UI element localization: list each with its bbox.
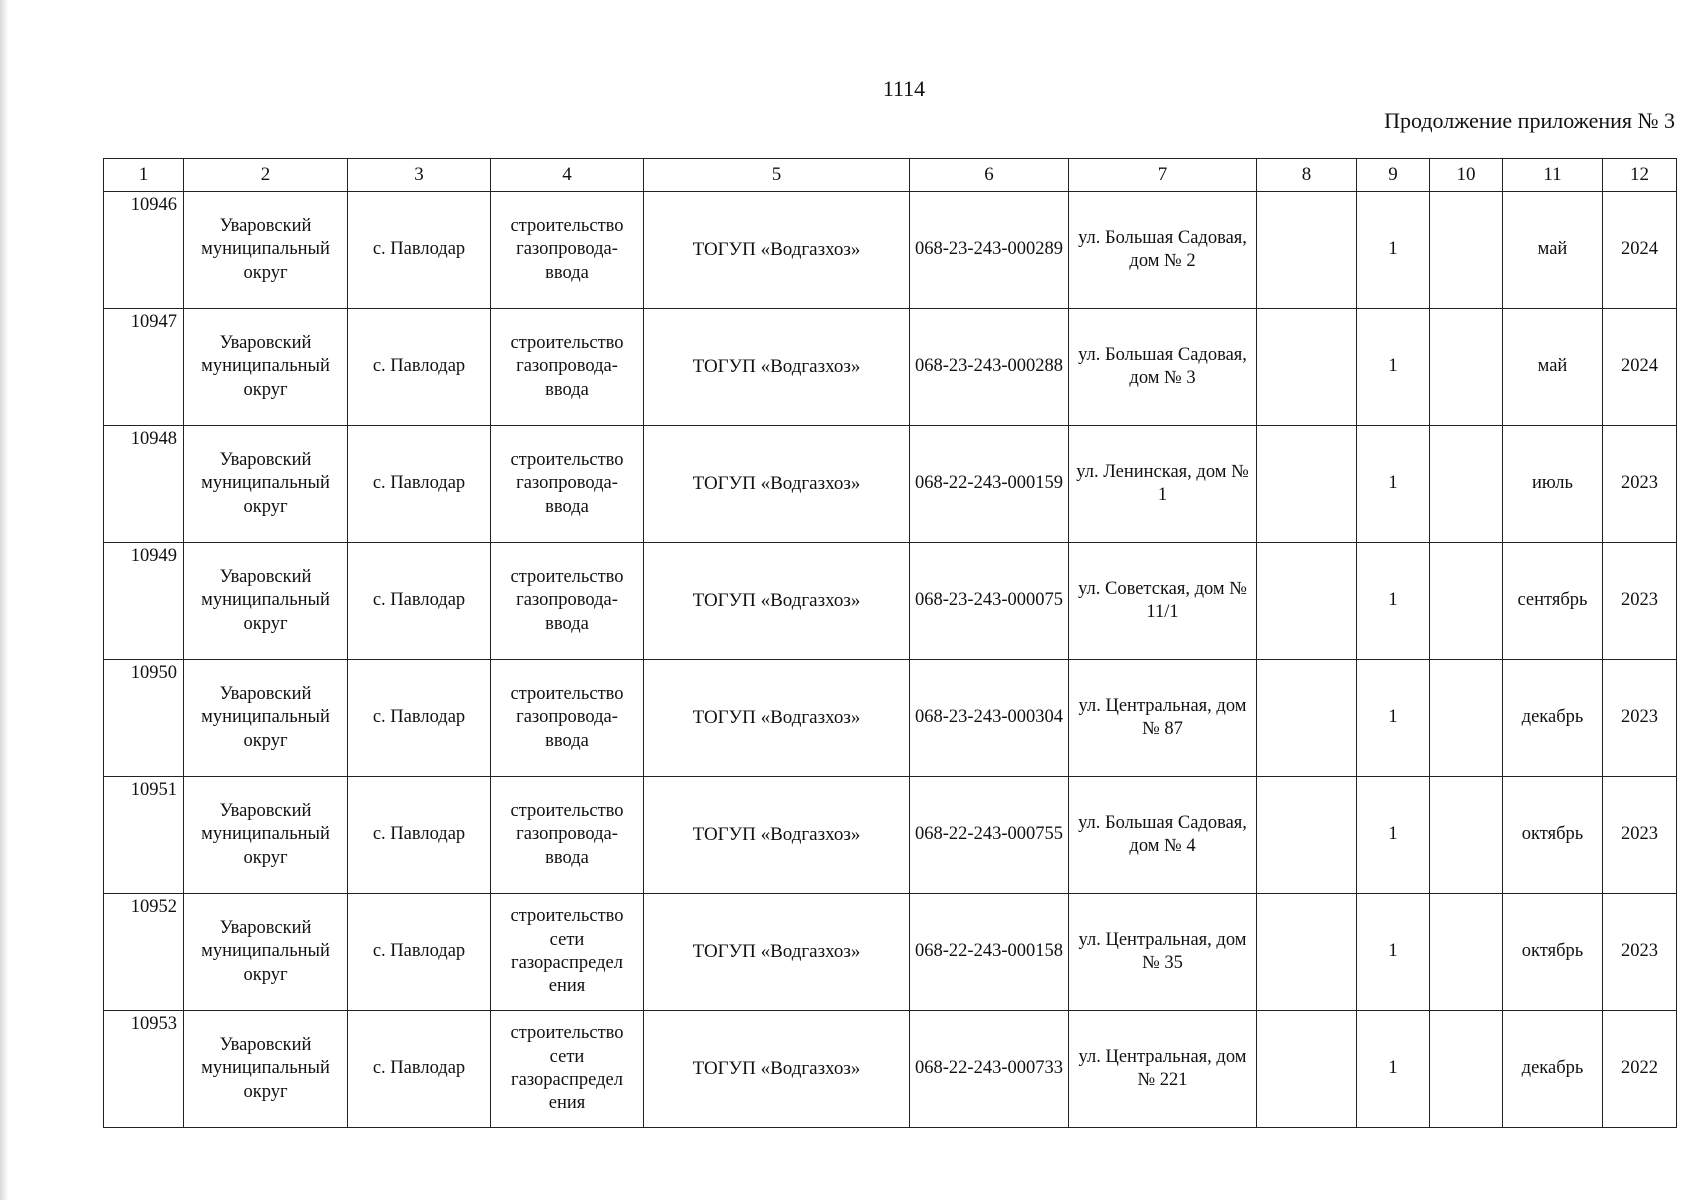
year-cell: 2022 — [1603, 1011, 1677, 1128]
work-type-cell: строительство газопровода-ввода — [491, 309, 644, 426]
column-header-1: 1 — [104, 159, 184, 192]
table-row — [104, 660, 1677, 777]
row-number: 10949 — [104, 543, 184, 660]
column-header-6: 6 — [910, 159, 1069, 192]
column-8-cell — [1257, 894, 1357, 1011]
registry-code-cell: 068-22-243-000158 — [910, 894, 1069, 1011]
quantity-cell: 1 — [1357, 543, 1430, 660]
column-10-cell — [1430, 660, 1503, 777]
column-header-3: 3 — [348, 159, 491, 192]
municipality-cell: Уваровский муниципальный округ — [184, 543, 348, 660]
work-type-cell: строительство сети газораспредел ения — [491, 894, 644, 1011]
address-cell: ул. Центральная, дом № 221 — [1069, 1011, 1257, 1128]
table-row — [104, 192, 1677, 309]
municipality-cell: Уваровский муниципальный округ — [184, 660, 348, 777]
year-cell: 2023 — [1603, 543, 1677, 660]
year-cell: 2024 — [1603, 309, 1677, 426]
column-8-cell — [1257, 309, 1357, 426]
column-header-4: 4 — [491, 159, 644, 192]
column-header-8: 8 — [1257, 159, 1357, 192]
organization-cell: ТОГУП «Водгазхоз» — [644, 309, 910, 426]
registry-code-cell: 068-22-243-000733 — [910, 1011, 1069, 1128]
settlement-cell: с. Павлодар — [348, 894, 491, 1011]
settlement-cell: с. Павлодар — [348, 660, 491, 777]
column-header-7: 7 — [1069, 159, 1257, 192]
address-cell: ул. Центральная, дом № 35 — [1069, 894, 1257, 1011]
organization-cell: ТОГУП «Водгазхоз» — [644, 660, 910, 777]
municipality-cell: Уваровский муниципальный округ — [184, 1011, 348, 1128]
settlement-cell: с. Павлодар — [348, 192, 491, 309]
row-number: 10948 — [104, 426, 184, 543]
column-10-cell — [1430, 1011, 1503, 1128]
year-cell: 2023 — [1603, 777, 1677, 894]
organization-cell: ТОГУП «Водгазхоз» — [644, 894, 910, 1011]
table-row — [104, 426, 1677, 543]
quantity-cell: 1 — [1357, 777, 1430, 894]
appendix-continuation-title: Продолжение приложения № 3 — [1384, 108, 1675, 133]
column-8-cell — [1257, 192, 1357, 309]
address-cell: ул. Большая Садовая, дом № 4 — [1069, 777, 1257, 894]
registry-code-cell: 068-22-243-000159 — [910, 426, 1069, 543]
column-header-2: 2 — [184, 159, 348, 192]
quantity-cell: 1 — [1357, 309, 1430, 426]
column-header-5: 5 — [644, 159, 910, 192]
quantity-cell: 1 — [1357, 660, 1430, 777]
scan-edge — [0, 0, 9, 1200]
table-header — [104, 159, 1677, 192]
registry-code-cell: 068-23-243-000075 — [910, 543, 1069, 660]
column-header-12: 12 — [1603, 159, 1677, 192]
organization-cell: ТОГУП «Водгазхоз» — [644, 777, 910, 894]
registry-code-cell: 068-22-243-000755 — [910, 777, 1069, 894]
quantity-cell: 1 — [1357, 894, 1430, 1011]
year-cell: 2023 — [1603, 426, 1677, 543]
work-type-cell: строительство сети газораспредел ения — [491, 1011, 644, 1128]
month-cell: июль — [1503, 426, 1603, 543]
organization-cell: ТОГУП «Водгазхоз» — [644, 426, 910, 543]
table-row — [104, 1011, 1677, 1128]
municipality-cell: Уваровский муниципальный округ — [184, 894, 348, 1011]
column-10-cell — [1430, 543, 1503, 660]
column-8-cell — [1257, 660, 1357, 777]
year-cell: 2024 — [1603, 192, 1677, 309]
header-row — [104, 159, 1677, 192]
settlement-cell: с. Павлодар — [348, 309, 491, 426]
address-cell: ул. Большая Садовая, дом № 2 — [1069, 192, 1257, 309]
month-cell: декабрь — [1503, 1011, 1603, 1128]
month-cell: май — [1503, 309, 1603, 426]
month-cell: октябрь — [1503, 777, 1603, 894]
address-cell: ул. Большая Садовая, дом № 3 — [1069, 309, 1257, 426]
registry-code-cell: 068-23-243-000288 — [910, 309, 1069, 426]
month-cell: май — [1503, 192, 1603, 309]
table-row — [104, 777, 1677, 894]
page-number: 1114 — [882, 76, 926, 101]
registry-code-cell: 068-23-243-000289 — [910, 192, 1069, 309]
table-row — [104, 894, 1677, 1011]
address-cell: ул. Ленинская, дом № 1 — [1069, 426, 1257, 543]
row-number: 10950 — [104, 660, 184, 777]
column-8-cell — [1257, 543, 1357, 660]
municipality-cell: Уваровский муниципальный округ — [184, 777, 348, 894]
settlement-cell: с. Павлодар — [348, 426, 491, 543]
month-cell: сентябрь — [1503, 543, 1603, 660]
settlement-cell: с. Павлодар — [348, 543, 491, 660]
column-header-11: 11 — [1503, 159, 1603, 192]
column-8-cell — [1257, 1011, 1357, 1128]
quantity-cell: 1 — [1357, 192, 1430, 309]
column-10-cell — [1430, 192, 1503, 309]
address-cell: ул. Советская, дом № 11/1 — [1069, 543, 1257, 660]
work-type-cell: строительство газопровода-ввода — [491, 192, 644, 309]
municipality-cell: Уваровский муниципальный округ — [184, 426, 348, 543]
municipality-cell: Уваровский муниципальный округ — [184, 192, 348, 309]
year-cell: 2023 — [1603, 894, 1677, 1011]
month-cell: октябрь — [1503, 894, 1603, 1011]
quantity-cell: 1 — [1357, 426, 1430, 543]
row-number: 10947 — [104, 309, 184, 426]
settlement-cell: с. Павлодар — [348, 1011, 491, 1128]
address-cell: ул. Центральная, дом № 87 — [1069, 660, 1257, 777]
column-10-cell — [1430, 309, 1503, 426]
column-header-10: 10 — [1430, 159, 1503, 192]
row-number: 10953 — [104, 1011, 184, 1128]
quantity-cell: 1 — [1357, 1011, 1430, 1128]
row-number: 10946 — [104, 192, 184, 309]
municipality-cell: Уваровский муниципальный округ — [184, 309, 348, 426]
table-row — [104, 543, 1677, 660]
column-header-9: 9 — [1357, 159, 1430, 192]
organization-cell: ТОГУП «Водгазхоз» — [644, 192, 910, 309]
month-cell: декабрь — [1503, 660, 1603, 777]
work-type-cell: строительство газопровода-ввода — [491, 660, 644, 777]
organization-cell: ТОГУП «Водгазхоз» — [644, 1011, 910, 1128]
registry-table — [103, 158, 1677, 1128]
work-type-cell: строительство газопровода-ввода — [491, 777, 644, 894]
row-number: 10951 — [104, 777, 184, 894]
work-type-cell: строительство газопровода-ввода — [491, 543, 644, 660]
table-body — [104, 192, 1677, 1128]
year-cell: 2023 — [1603, 660, 1677, 777]
table-row — [104, 309, 1677, 426]
column-10-cell — [1430, 894, 1503, 1011]
organization-cell: ТОГУП «Водгазхоз» — [644, 543, 910, 660]
row-number: 10952 — [104, 894, 184, 1011]
column-8-cell — [1257, 426, 1357, 543]
column-10-cell — [1430, 777, 1503, 894]
column-8-cell — [1257, 777, 1357, 894]
registry-code-cell: 068-23-243-000304 — [910, 660, 1069, 777]
column-10-cell — [1430, 426, 1503, 543]
work-type-cell: строительство газопровода-ввода — [491, 426, 644, 543]
settlement-cell: с. Павлодар — [348, 777, 491, 894]
